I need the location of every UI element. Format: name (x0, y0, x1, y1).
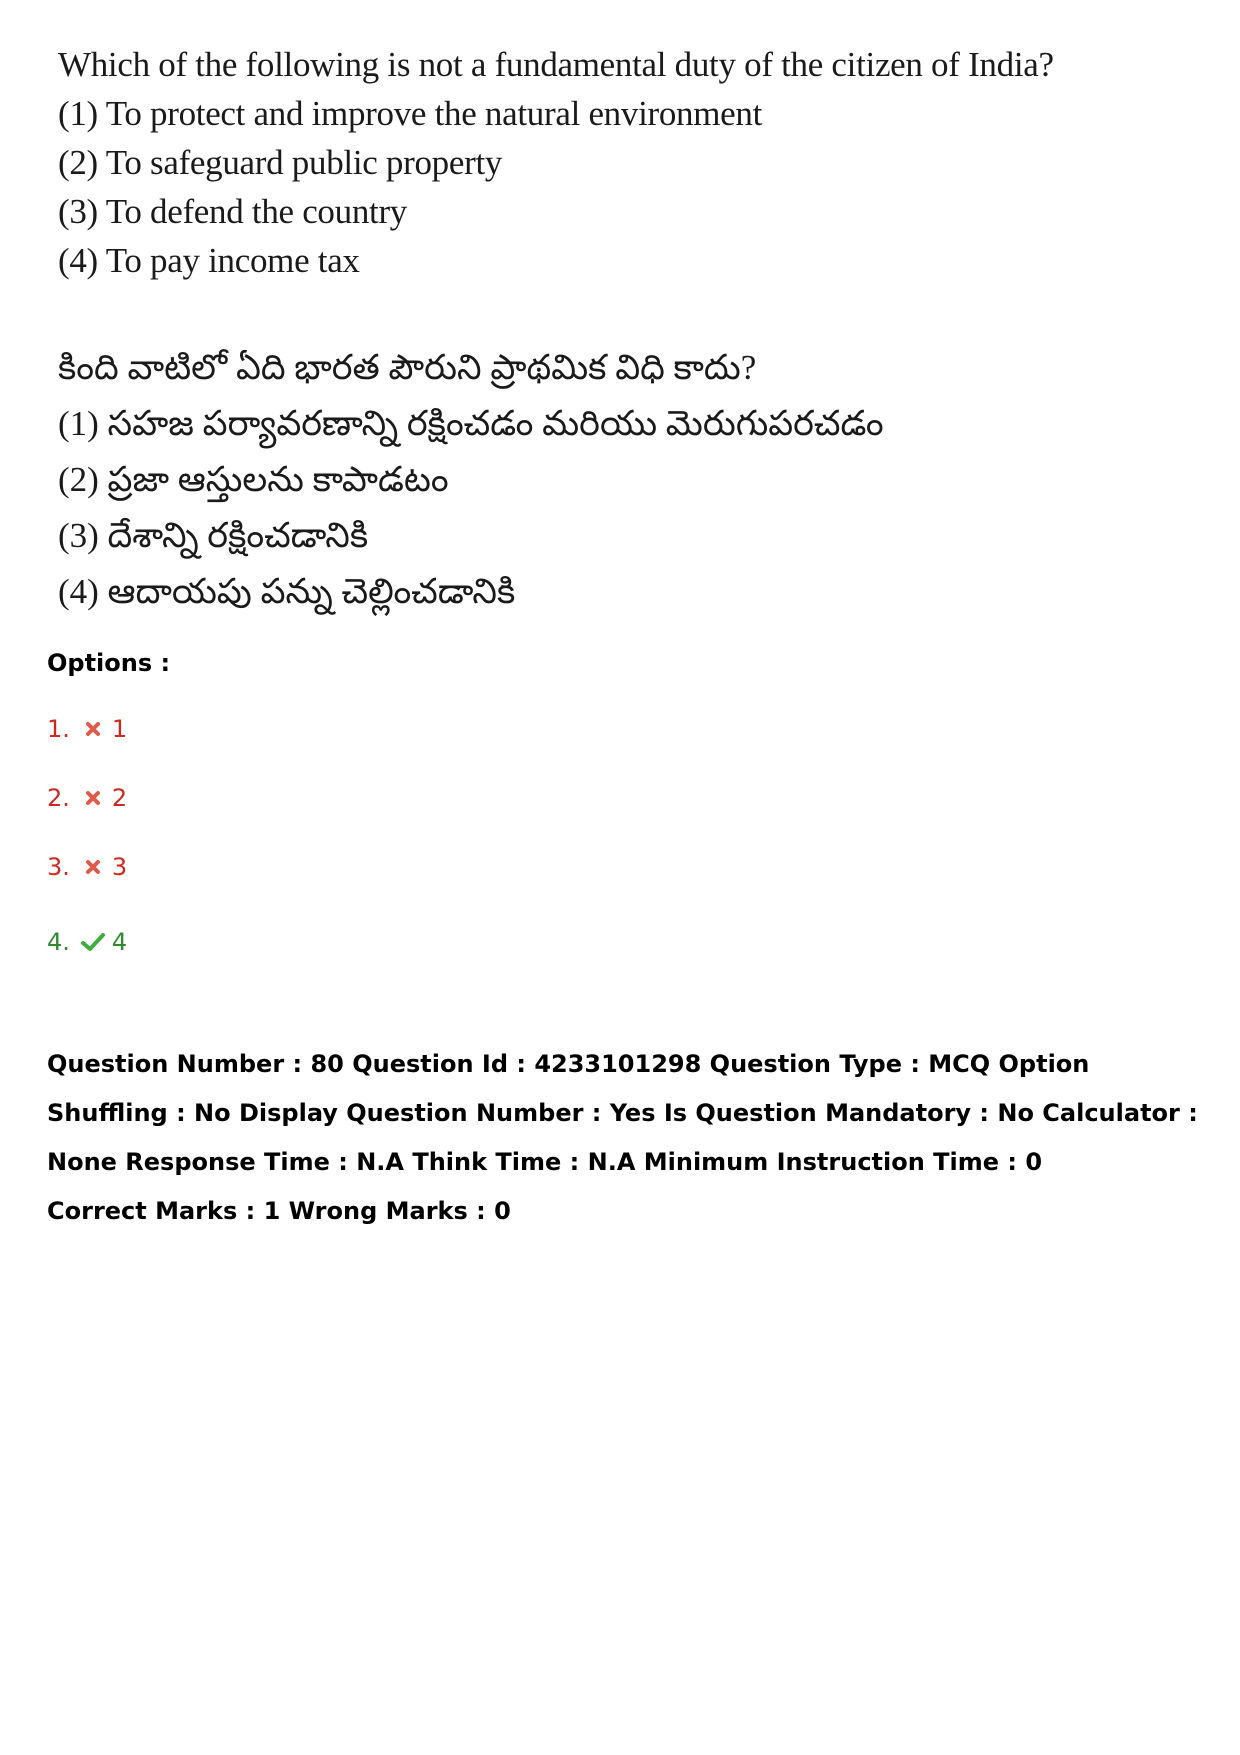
question-choice: (3) To defend the country (58, 192, 408, 231)
check-icon (80, 929, 106, 955)
marks-info: Correct Marks : 1 Wrong Marks : 0 (47, 1197, 511, 1225)
option-value: 3 (111, 853, 128, 881)
question-choice-telugu: (1) సహజ పర్యావరణాన్ని రక్షించడం మరియు మెరుగుపరచడం (58, 404, 884, 443)
option-item (47, 783, 127, 813)
option-item (47, 852, 127, 882)
option-number: 4. (47, 928, 70, 956)
question-stem-telugu: కింది వాటిలో ఏది భారత పౌరుని ప్రాథమిక విధి కాదు? (58, 348, 757, 387)
option-number: 3. (47, 853, 70, 881)
cross-icon (80, 854, 106, 880)
question-image-telugu (58, 340, 1158, 620)
question-stem: Which of the following is not a fundamental duty of the citizen of India? (58, 45, 1054, 84)
option-value: 4 (111, 928, 128, 956)
options-heading: Options : (47, 649, 171, 677)
option-value: 1 (111, 715, 128, 743)
question-choice-telugu: (3) దేశాన్ని రక్షించడానికి (58, 516, 369, 555)
question-metadata: Question Number : 80 Question Id : 4233101298 Question Type : MCQ Option Shuffling : No Display Question Number : Yes Is Question Mandatory : No Calculator : None Response Time : N.A Think Time : N.A Minimum Instruction Time : 0 (47, 1050, 1198, 1176)
question-choice-telugu: (2) ప్రజా ఆస్తులను కాపాడటం (58, 460, 449, 499)
question-choice: (1) To protect and improve the natural environment (58, 94, 763, 133)
option-item (47, 714, 127, 744)
question-image-english (58, 40, 1158, 285)
question-choice: (2) To safeguard public property (58, 143, 503, 182)
question-choice: (4) To pay income tax (58, 241, 360, 280)
question-choice-telugu: (4) ఆదాయపు పన్ను చెల్లించడానికి (58, 572, 516, 611)
option-number: 1. (47, 715, 70, 743)
option-value: 2 (111, 784, 128, 812)
option-number: 2. (47, 784, 70, 812)
cross-icon (80, 785, 106, 811)
cross-icon (80, 716, 106, 742)
option-item (47, 927, 127, 957)
